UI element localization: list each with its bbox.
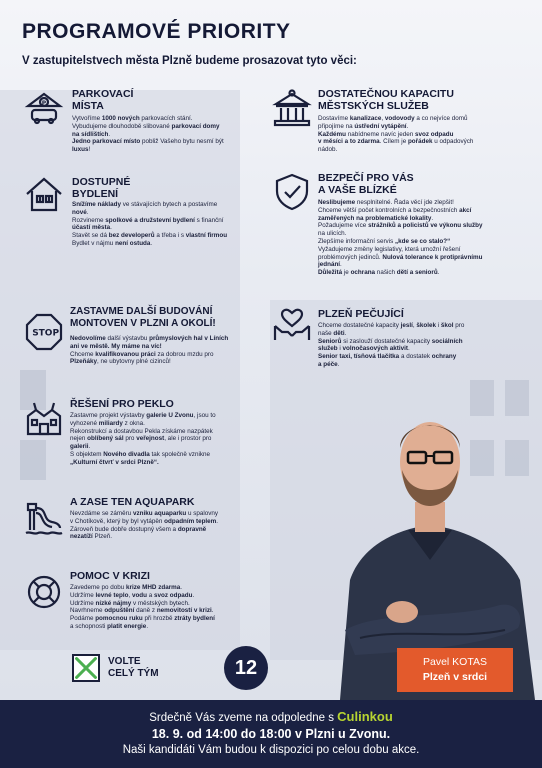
culinka-logo: Culinkou — [337, 709, 393, 724]
city-hall-icon — [272, 88, 312, 128]
invitation-footer — [0, 700, 542, 768]
section-capacity — [272, 88, 532, 168]
aquapark-text: Nevzdáme se záměru vzniku aquaparku u spalovny v Chotíkově, který by byl vytápěn odpadním teplem. Zároveň bude dobře dostupný všem a dopravně nezatíží Plzeň. — [70, 510, 219, 541]
peklo-title: ŘEŠENÍ PRO PEKLO — [70, 398, 174, 410]
ballot-check-icon — [72, 654, 100, 682]
section-crisis — [24, 568, 270, 640]
crisis-title: POMOC V KRIZI — [70, 570, 150, 582]
section-peklo — [24, 398, 270, 488]
peklo-text: Zastavme projekt výstavby galerie U Zvonu, jsou to vyhozené miliardy z okna. Rekonstrukcí a dostavbou Pekla získáme nazpátek nejen oblíbený sál pro veřejnost, ale i prostor pro galerii. S objektem Nového divadla tak společně vznikne „Kulturní čtvrť v srdci Plzně“. — [70, 412, 216, 466]
candidate-badge — [397, 648, 513, 692]
care-text: Chceme dostatečné kapacity jeslí, školek i škol pro naše děti. Seniorů si zaslouží dostatečné kapacity sociálních služeb i volnočasových aktivit. Senior taxi, tísňová tlačítka a dostatek ochrany a péče. — [318, 322, 465, 368]
hands-heart-icon — [272, 304, 312, 344]
vote-all-team — [72, 652, 192, 688]
section-care — [272, 304, 532, 384]
page-subtitle: V zastupitelstvech města Plzně budeme prosazovat tyto věci: — [22, 55, 357, 67]
capacity-title-2: MĚSTSKÝCH SLUŽEB — [318, 100, 429, 112]
housing-text: Snížíme náklady ve stávajících bytech a postavíme nové. Rozvineme spolkové a družstevní bydlení s finanční účastí města. Stavět se dá bez developerů a třeba i s vlastní firmou Bydlet v nájmu není ostuda. — [72, 201, 228, 247]
devil-building-icon — [24, 398, 64, 438]
svg-text:P: P — [41, 99, 47, 107]
parking-title-1: PARKOVACÍ — [72, 88, 134, 100]
housing-title-2: BYDLENÍ — [72, 188, 119, 200]
candidate-name: Pavel KOTAS — [423, 656, 487, 668]
candidate-number: 12 — [224, 646, 268, 690]
care-title: PLZEŇ PEČUJÍCÍ — [318, 308, 404, 320]
safety-title-1: BEZPEČÍ PRO VÁS — [318, 172, 414, 184]
page-title: PROGRAMOVÉ PRIORITY — [22, 20, 291, 43]
section-safety — [272, 172, 532, 292]
parking-title-2: MÍSTA — [72, 100, 104, 112]
vote-label: VOLTE CELÝ TÝM — [108, 656, 159, 679]
stop-sign-icon — [24, 312, 64, 352]
section-parking — [24, 88, 270, 168]
svg-text:STOP: STOP — [32, 328, 60, 339]
lifebuoy-icon — [24, 572, 64, 612]
aquapark-title: A ZASE TEN AQUAPARK — [70, 496, 195, 508]
invitation-text: Srdečně Vás zveme na odpoledne s — [149, 712, 338, 724]
section-halls — [24, 306, 270, 376]
event-note: Naši kandidáti Vám budou k dispozici po celou dobu akce. — [122, 744, 420, 756]
safety-title-2: A VAŠE BLÍZKÉ — [318, 184, 397, 196]
event-date: 18. 9. od 14:00 do 18:00 v Plzni u Zvonu. — [151, 727, 391, 741]
section-housing — [24, 174, 270, 274]
crisis-text: Zavedeme po dobu krize MHD zdarma. Udržíme levné teplo, vodu a svoz odpadu. Udržíme nízké nájmy v městských bytech. Navrhneme odpuštění daně z nemovitostí v krizi. Podáme pomocnou ruku při hrozbě ztráty bydlení a schopnosti platit energie. — [70, 584, 215, 630]
parking-text: Vytvoříme 1000 nových parkovacích stání. Vybudujeme dlouhodobě slibované parkovací domy na sídlištích. Jedno parkovací místo pobliž Vašeho bytu nesmí být luxus! — [72, 115, 224, 154]
safety-text: Neslibujeme nesplnitelné. Řada věcí jde zlepšit! Chceme větší počet kontrolních a bezpečnostních akcí zaměřených na problematické lokality. Požadujeme více strážníků a policistů ve výkonu služby na ulicích. Zlepšíme informační servis „kde se co stalo?“ Vyžadujeme změny legislativy, která umožní řešení problémových jedinců. Nulová tolerance k protiprávnímu jednání. Důležitá je ochrana našich dětí a seniorů. — [318, 199, 483, 277]
waterslide-icon — [24, 498, 64, 538]
capacity-title-1: DOSTATEČNOU KAPACITU — [318, 88, 454, 100]
section-aquapark — [24, 494, 270, 554]
house-icon — [24, 174, 64, 214]
candidate-party: Plzeň v srdci — [422, 671, 488, 683]
capacity-text: Dostavíme kanalizace, vodovody a co nejvíce domů připojíme na ústřední vytápění. Každému nabídneme navíc jeden svoz odpadu v měsíci a to zdarma. Cílem je pořádek u odpadových nádob. — [318, 115, 474, 154]
shield-check-icon — [272, 172, 312, 212]
parking-icon — [24, 88, 64, 128]
halls-title-2: MONTOVEN V PLZNI A OKOLÍ! — [70, 318, 216, 329]
halls-title-1: ZASTAVME DALŠÍ BUDOVÁNÍ — [70, 306, 213, 317]
housing-title-1: DOSTUPNÉ — [72, 176, 131, 188]
halls-text: Nedovolíme další výstavbu průmyslových hal v Líních ani ve městě. My máme na víc! Chceme kvalifikovanou práci za dobrou mzdu pro Plzeňáky, ne ubytovny plné cizinců! — [70, 335, 229, 366]
